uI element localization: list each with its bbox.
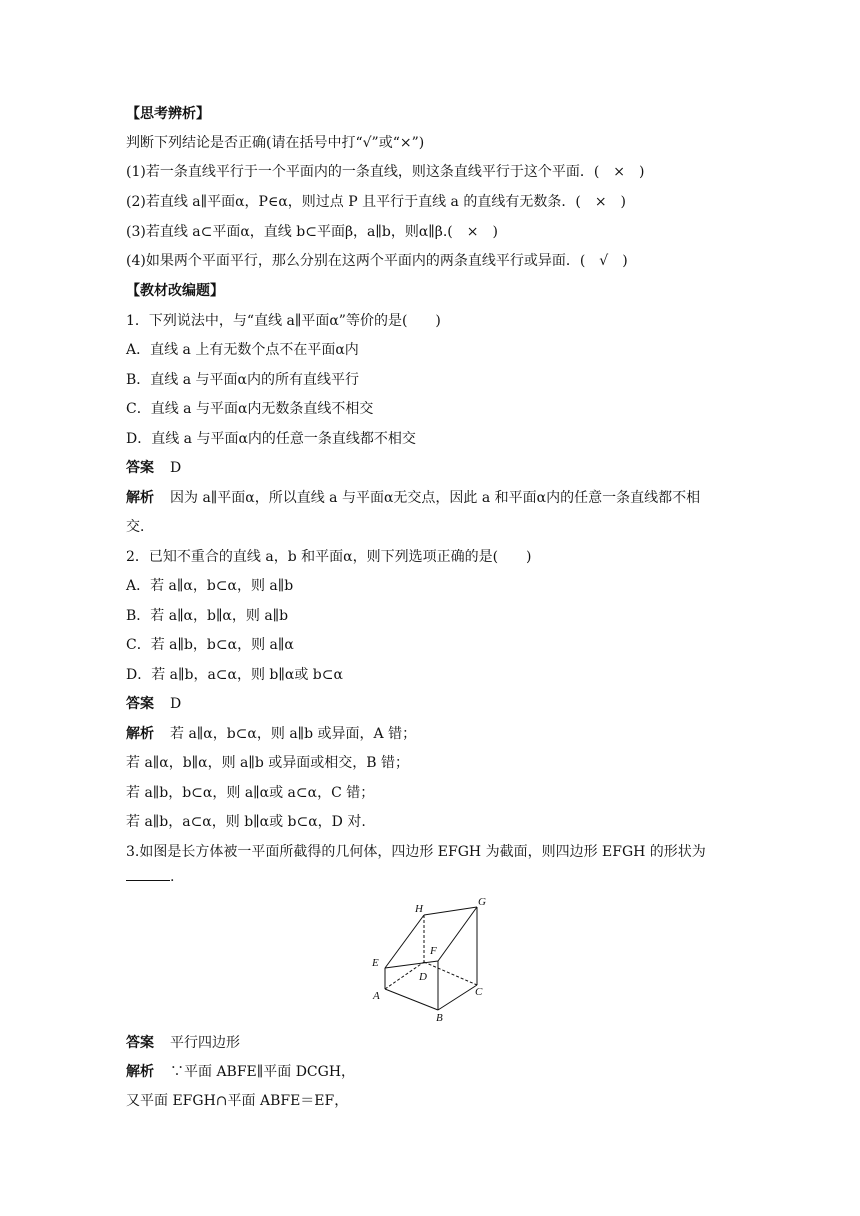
q3-analysis-line-1 xyxy=(126,1062,355,1082)
edge-DC xyxy=(424,962,477,985)
label-A: A xyxy=(373,990,380,1002)
analysis-label: 解析 xyxy=(126,490,154,506)
think-item-3: (3)若直线 a⊂平面α，直线 b⊂平面β，a∥b，则α∥β.( × ) xyxy=(126,224,498,240)
think-instruction: 判断下列结论是否正确(请在括号中打“√”或“×”) xyxy=(126,135,425,151)
q2-analysis-line-4: 若 a∥b，a⊂α，则 b∥α或 b⊂α，D 对. xyxy=(126,814,366,830)
q3-stem-end: . xyxy=(170,869,175,885)
q1-analysis-line-2: 交． xyxy=(126,519,154,535)
answer-blank xyxy=(126,866,170,881)
analysis-label: 解析 xyxy=(126,1064,154,1080)
q2-analysis-line-3: 若 a∥b，b⊂α，则 a∥α或 a⊂α，C 错； xyxy=(126,785,375,801)
q2-analysis-line-1 xyxy=(126,724,416,744)
q1-option-c: C．直线 a 与平面α内无数条直线不相交 xyxy=(126,401,374,417)
think-item-1: (1)若一条直线平行于一个平面内的一条直线，则这条直线平行于这个平面．( × ) xyxy=(126,164,645,180)
q1-option-b: B．直线 a 与平面α内的所有直线平行 xyxy=(126,372,359,388)
edge-AB xyxy=(385,989,438,1010)
q3-analysis-line-2: 又平面 EFGH∩平面 ABFE＝EF， xyxy=(126,1093,349,1109)
q2-option-b: B．若 a∥α，b∥α，则 a∥b xyxy=(126,608,289,624)
analysis-text: 因为 a∥平面α，所以直线 a 与平面α无交点，因此 a 和平面α内的任意一条直线都不相 xyxy=(170,490,701,506)
analysis-text: ∵平面 ABFE∥平面 DCGH， xyxy=(170,1064,356,1080)
section-heading-think: 【思考辨析】 xyxy=(126,106,210,122)
think-item-4: (4)如果两个平面平行，那么分别在这两个平面内的两条直线平行或异面．( √ ) xyxy=(126,253,628,269)
q1-option-d: D．直线 a 与平面α内的任意一条直线都不相交 xyxy=(126,431,416,447)
answer-label: 答案 xyxy=(126,460,154,476)
q3-stem-blank-line xyxy=(126,866,174,887)
section-heading-textbook: 【教材改编题】 xyxy=(126,283,224,299)
label-B: B xyxy=(436,1012,443,1024)
answer-label: 答案 xyxy=(126,1035,154,1051)
edge-EH xyxy=(385,915,424,968)
label-F: F xyxy=(430,945,437,957)
label-H: H xyxy=(415,903,423,915)
solid-figure xyxy=(368,895,494,1025)
q1-analysis-line-1 xyxy=(126,488,700,508)
q3-answer xyxy=(126,1033,240,1053)
q3-stem: 3.如图是长方体被一平面所截得的几何体，四边形 EFGH 为截面，则四边形 EFGH 的形状为 xyxy=(126,844,706,860)
analysis-text: 若 a∥α，b⊂α，则 a∥b 或异面，A 错； xyxy=(170,726,417,742)
q1-stem: 1．下列说法中，与“直线 a∥平面α”等价的是( ) xyxy=(126,313,441,329)
q2-stem: 2．已知不重合的直线 a，b 和平面α，则下列选项正确的是( ) xyxy=(126,549,532,565)
label-C: C xyxy=(475,986,483,998)
q1-answer xyxy=(126,458,181,478)
q2-option-c: C．若 a∥b，b⊂α，则 a∥α xyxy=(126,637,294,653)
label-E: E xyxy=(372,957,379,969)
q2-option-d: D．若 a∥b，a⊂α，则 b∥α或 b⊂α xyxy=(126,667,343,683)
answer-value: 平行四边形 xyxy=(170,1035,240,1051)
analysis-label: 解析 xyxy=(126,726,154,742)
edge-BC xyxy=(438,985,477,1010)
answer-label: 答案 xyxy=(126,696,154,712)
q1-option-a: A．直线 a 上有无数个点不在平面α内 xyxy=(126,342,359,358)
q2-option-a: A．若 a∥α，b⊂α，则 a∥b xyxy=(126,578,294,594)
label-D: D xyxy=(419,971,427,983)
answer-value: D xyxy=(170,460,182,476)
q2-analysis-line-2: 若 a∥α，b∥α，则 a∥b 或异面或相交，B 错； xyxy=(126,755,410,771)
edge-HG xyxy=(424,907,477,915)
think-item-2: (2)若直线 a∥平面α，P∈α，则过点 P 且平行于直线 a 的直线有无数条．( × ) xyxy=(126,194,627,210)
edge-GF xyxy=(438,907,477,961)
label-G: G xyxy=(478,896,486,908)
answer-value: D xyxy=(170,696,182,712)
q2-answer xyxy=(126,694,181,714)
